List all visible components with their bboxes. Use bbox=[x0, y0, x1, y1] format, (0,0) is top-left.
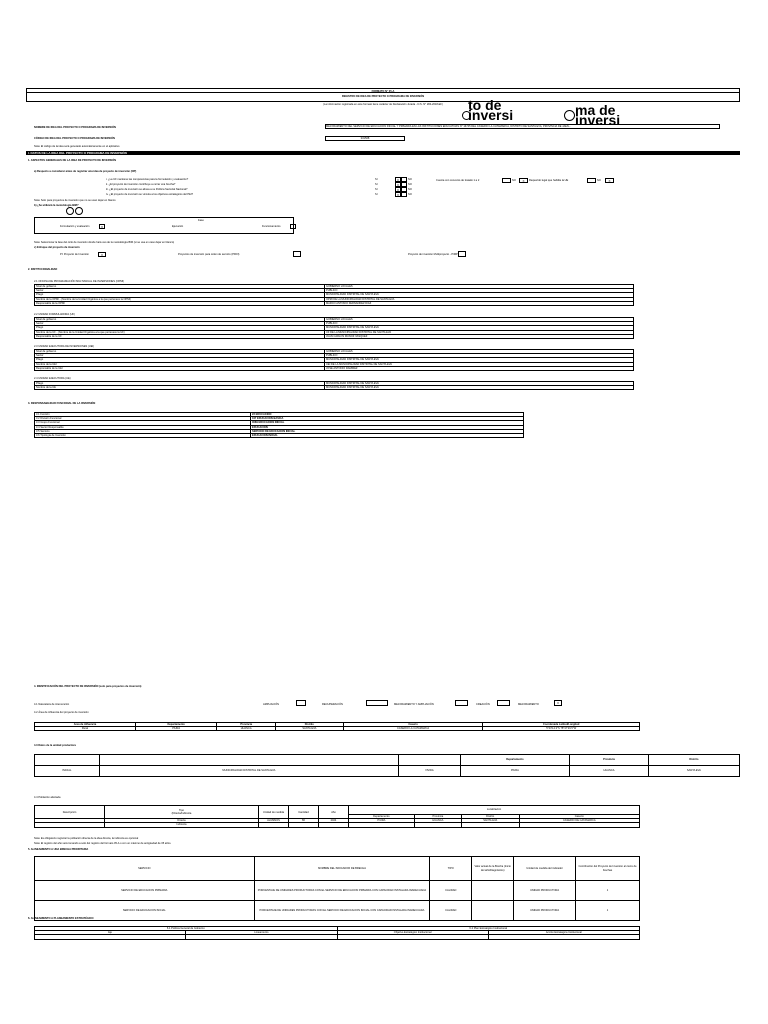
s6-cell-1 bbox=[35, 935, 186, 940]
pob-h-anio: Año bbox=[319, 806, 349, 819]
uei-value: JOSE ANTONIO RAMIREZ bbox=[325, 366, 634, 370]
brecha-cell: UNIDAD PRODUCTORA bbox=[514, 901, 576, 921]
uei-label: Responsable de la UEI bbox=[35, 366, 325, 370]
brecha-cell: SERVICIO DE EDUCACION INICIAL bbox=[35, 901, 255, 921]
brecha-header: SERVICIO bbox=[35, 857, 255, 881]
ue-title: 2.4 UNIDAD EJECUTORA (UE) bbox=[34, 377, 71, 380]
nombre-value: MEJORAMIENTO DEL SERVICIO DE EDUCACION INICIAL Y PRIMARIA EN LAS INSTITUCIONES EDUCATIVAS N° 16745 DEL CASERIO LA CATAMARCA, DISTRITO DE SANTA EVA, PROVINCIA DE JAEN... bbox=[326, 125, 571, 128]
uf-label: Nombre de la UF - (Nombre de la Unidad Orgánica a la que pertenece la UF) bbox=[35, 330, 325, 334]
opmi-label: Nivel de gobierno bbox=[35, 285, 325, 289]
funcional-label: 3.3 Grupo Funcional bbox=[35, 421, 251, 425]
ue-value: MUNICIPALIDAD DISTRITAL DE SANTA EVA bbox=[325, 382, 634, 386]
pob-h-desc: Descripción bbox=[35, 806, 105, 819]
area-header: Departamento bbox=[135, 723, 216, 727]
watermark-right-text: ma de inversi bbox=[575, 102, 621, 128]
section2-title: 2. INSTITUCIONALIDAD bbox=[28, 268, 58, 271]
pob-loc-header: Caserío bbox=[519, 815, 639, 819]
area-cell: SANTA EVA bbox=[275, 727, 343, 731]
fase-opt-1: Formulación y evaluación bbox=[60, 225, 90, 228]
pob-h-tipo: Tipo (Directa/Indirecta bbox=[105, 806, 259, 819]
brecha-header: Contribución del Proyecto de Inversión al cierre de brechas bbox=[576, 857, 640, 881]
unidad-header: Departamento bbox=[460, 755, 569, 766]
bim-circle-2[interactable] bbox=[75, 207, 83, 215]
brecha-cell: 1 bbox=[576, 881, 640, 901]
area-label: 4.2 Área de influencia del proyecto de inversión bbox=[34, 711, 89, 714]
uei-row bbox=[35, 366, 634, 370]
uf-value: GOBIERNO LOCALES bbox=[325, 318, 634, 322]
brecha-cell: 1 bbox=[576, 901, 640, 921]
uf-label: Responsable de la UF bbox=[35, 334, 325, 338]
brecha-cell bbox=[472, 901, 514, 921]
section1-bar-text: I. DATOS DE LA IDEA DEL PROYECTO O PROGRAMA DE INVERSIÓN bbox=[28, 151, 127, 155]
nat-opt-2: RECUPERACIÓN bbox=[322, 703, 343, 706]
s6-cell-3 bbox=[337, 935, 488, 940]
question-1: i. ¿La UF mantiene las competencias para la formulación y evaluación? bbox=[106, 178, 189, 181]
pob-loc-header: Departamento bbox=[349, 815, 415, 819]
formato-text: FORMATO N° 05-A bbox=[371, 90, 395, 93]
uf-label: Pliego bbox=[35, 326, 325, 330]
pob-h-loc: Localización bbox=[349, 806, 640, 815]
fase-opt-2: Ejecución bbox=[172, 225, 184, 228]
nota-a: Nota: Solo para proyectos de inversión que no se usan dejar en blanco bbox=[34, 199, 116, 202]
right-q1-label: Cuenta con convenio de tratado 1 a 2 bbox=[436, 179, 480, 182]
poblacion-label: 4.4 Población afectada bbox=[34, 796, 61, 799]
pob-h-cantidad: Cantidad bbox=[289, 806, 319, 819]
area-cell: 5°43'14.3"S 78°47'29.5"W bbox=[483, 727, 640, 731]
form-title-text: REGISTRO DE IDEA DE PROYECTO O PROGRAMA DE INVERSIÓN bbox=[341, 95, 425, 98]
section1-sub-b: b) ¿Se utilizará la metodología BIM? bbox=[34, 204, 79, 207]
pob-nota-2: Nota: El registro del año será tomando a solo del registro del formato 05-A o con un máximo de antigüedad de 05 años. bbox=[34, 842, 172, 845]
right-q2-no-box[interactable] bbox=[605, 178, 614, 183]
right-q2-si[interactable] bbox=[587, 178, 596, 183]
pob-cell bbox=[289, 823, 319, 827]
opmi-table bbox=[34, 284, 634, 306]
pob-cell bbox=[259, 823, 289, 827]
uei-value: PUBLICO bbox=[325, 354, 634, 358]
fase-mark-1: X bbox=[100, 225, 103, 229]
enfoque-opt-2: Proyectos de inversión para orden de servicio (PROI) bbox=[178, 253, 240, 256]
nota-b: Nota: Seleccionar la fase del ciclo de inversión donde hará uso de la metodología BIM (sí se usa en caso dejar en blanco) bbox=[34, 241, 175, 244]
uf-value: JUAN CARLOS MUÑOZ VASQUEZ bbox=[325, 334, 634, 338]
fase-checkbox-3[interactable] bbox=[290, 224, 296, 229]
unidad-label: 4.3 Datos de la unidad productora bbox=[34, 744, 76, 747]
funcional-table bbox=[34, 412, 524, 438]
nat-mark-5: X bbox=[556, 701, 559, 705]
pob-cell: Directa bbox=[105, 819, 259, 823]
opmi-value: MUNICIPALIDAD DISTRITAL DE SANTA EVA bbox=[325, 293, 634, 297]
funcional-value: 047 EDUCACION BASICA bbox=[251, 417, 524, 421]
brecha-row bbox=[35, 901, 640, 921]
section5-title: 5. ALINEAMIENTO A UNA BRECHA PRIORITARIA bbox=[28, 848, 89, 851]
s6-sub-header: Acción Estratégica Institucional bbox=[488, 931, 639, 935]
brecha-cell: SERVICIO DE EDUCACION PRIMARIA bbox=[35, 881, 255, 901]
no-label-4: NO bbox=[408, 193, 412, 196]
pob-cell bbox=[349, 823, 415, 827]
si-mark-1: X bbox=[396, 178, 399, 182]
section1-sub-a: a) Respecto a considerar antes de registrar una idea de proyecto de inversión (OP) bbox=[34, 170, 137, 173]
unidad-cell: SANTA EVA bbox=[648, 766, 739, 777]
uei-value: GOBIERNO LOCALES bbox=[325, 350, 634, 354]
section1-bar bbox=[26, 151, 740, 155]
fase-opt-3: Funcionamiento bbox=[262, 225, 281, 228]
opmi-title: 2.1 OFICINA DE PROGRAMACIÓN MULTIANUAL DE INVERSIONES (OPMI) bbox=[34, 280, 125, 283]
pob-cell: HUANCA bbox=[414, 819, 461, 823]
s6-sub-header: Objetivo Estratégico Institucional bbox=[337, 931, 488, 935]
uei-label: Sector bbox=[35, 354, 325, 358]
si-label-3: SI bbox=[375, 188, 378, 191]
funcional-value: 22 EDUCACION bbox=[251, 413, 524, 417]
uf-value: UF DE LA MUNICIPALIDAD DISTRITAL DE SANTA EVA bbox=[325, 330, 634, 334]
right-q2-mark: X bbox=[608, 179, 611, 183]
no-label-1: NO bbox=[408, 178, 412, 181]
funcional-label: 3.6 Tipología de Inversión bbox=[35, 434, 251, 438]
unidad-header bbox=[35, 755, 100, 766]
uf-value: MUNICIPALIDAD DISTRITAL DE SANTA EVA bbox=[325, 326, 634, 330]
nombre-field[interactable] bbox=[325, 124, 720, 129]
uei-label: Nombre de la UEI bbox=[35, 362, 325, 366]
fase-label: Fase bbox=[198, 219, 204, 222]
codigo-nota: Nota: El código de la idea será generado automáticamente en el aplicativo bbox=[34, 145, 120, 148]
area-cell: PIURA bbox=[135, 727, 216, 731]
funcional-label: 3.4 Sector Responsable bbox=[35, 425, 251, 429]
brecha-table bbox=[34, 856, 640, 921]
unidad-header: Distrito bbox=[648, 755, 739, 766]
nat-checkbox-1[interactable] bbox=[296, 700, 306, 706]
area-table bbox=[34, 722, 640, 731]
nat-opt-5: MEJORAMIENTO bbox=[518, 703, 539, 706]
question-2: ii. ¿El proyecto de inversión contribuye a cerrar una brecha? bbox=[106, 183, 176, 186]
poblacion-table bbox=[34, 805, 640, 828]
bim-circle-1[interactable] bbox=[66, 207, 74, 215]
s6-sub-header: Eje bbox=[35, 931, 186, 935]
s6-h-right: 6.2 Plan Estratégico Institucional bbox=[337, 927, 640, 931]
right-q2-no: NO bbox=[597, 179, 601, 182]
funcional-value: EDUCACION INICIAL bbox=[251, 434, 524, 438]
unidad-cell: INICIAL bbox=[35, 766, 100, 777]
funcional-value: EDUCACION bbox=[251, 425, 524, 429]
unidad-cell: MUNICIPALIDAD DISTRITAL DE SANTA EVA bbox=[99, 766, 398, 777]
opmi-value: PUBLICO bbox=[325, 289, 634, 293]
brecha-cell: CALIDAD bbox=[430, 901, 472, 921]
funcional-label: 3.5 Servicio bbox=[35, 429, 251, 433]
enfoque-checkbox-2[interactable] bbox=[293, 251, 301, 257]
uf-value: PUBLICO bbox=[325, 322, 634, 326]
question-3: iii. ¿El proyecto de inversión se alinea a su Política Sectorial Nacional? bbox=[106, 188, 188, 191]
form-title bbox=[26, 92, 740, 102]
si-label-1: SI bbox=[375, 178, 378, 181]
enfoque-checkbox-1[interactable] bbox=[98, 252, 106, 257]
section3-title: 3. RESPONSABILIDAD FUNCIONAL DE LA INVERSIÓN bbox=[28, 402, 96, 405]
brecha-cell: CALIDAD bbox=[430, 881, 472, 901]
section1-title: 1. ASPECTOS GENERALES DE LA IDEA DE PROYECTO DE INVERSIÓN bbox=[28, 159, 116, 162]
nat-checkbox-2[interactable] bbox=[366, 700, 388, 706]
planeamiento-table bbox=[34, 926, 640, 940]
unidad-header bbox=[399, 755, 461, 766]
brecha-cell bbox=[472, 881, 514, 901]
brecha-header: TIPO bbox=[430, 857, 472, 881]
opmi-value: MARCO ANTONIO FERNANDEZ DIAZ bbox=[325, 301, 634, 305]
funcional-value: SERVICIO DE EDUCACION INICIAL bbox=[251, 429, 524, 433]
uei-title: 2.3 UNIDAD EJECUTORA DE INVERSIONES (UEI) bbox=[34, 345, 95, 348]
funcional-value: 0089 EDUCACION INICIAL bbox=[251, 421, 524, 425]
opmi-row bbox=[35, 301, 634, 305]
uei-label: Pliego bbox=[35, 358, 325, 362]
no-checkbox-4[interactable] bbox=[401, 192, 407, 197]
unidad-cell: HUANCA bbox=[570, 766, 649, 777]
pob-cell bbox=[414, 823, 461, 827]
fase-checkbox-1[interactable] bbox=[99, 224, 105, 229]
opmi-label: Nombre de la OPMI - (Nombre de la Unidad Orgánica a la que pertenece la OPMI) bbox=[35, 297, 325, 301]
brecha-header: Unidad de medida del indicador bbox=[514, 857, 576, 881]
funcional-label: 3.2 División Funcional bbox=[35, 417, 251, 421]
area-header: Coordenada Latitud/Longitud bbox=[483, 723, 640, 727]
s6-cell-2 bbox=[186, 935, 337, 940]
uf-row bbox=[35, 334, 634, 338]
area-header: Provincia bbox=[217, 723, 276, 727]
brecha-cell: PORCENTAJE DE UNIDADES PRODUCTORAS CON EL SERVICIO DE EDUCACION INICIAL CON CAPACIDAD INSTALADA INADECUADA bbox=[254, 901, 430, 921]
pob-cell: 80 bbox=[289, 819, 319, 823]
brecha-row bbox=[35, 881, 640, 901]
uei-table bbox=[34, 349, 634, 371]
si-mark-4: X bbox=[396, 193, 399, 197]
area-cell: HUANCA bbox=[217, 727, 276, 731]
si-mark-3: X bbox=[396, 188, 399, 192]
circle-right bbox=[564, 110, 575, 121]
right-q1-si[interactable] bbox=[502, 178, 511, 183]
s6-sub-header: Lineamiento bbox=[186, 931, 337, 935]
nat-checkbox-5[interactable] bbox=[554, 700, 562, 706]
pob-cell: ALUMNOS bbox=[259, 819, 289, 823]
question-4: iv. ¿El proyecto de inversión se vincula a los objetivos estratégicos del PEI? bbox=[106, 193, 194, 196]
pob-cell: Indirecta bbox=[105, 823, 259, 827]
unidad-table bbox=[34, 754, 740, 777]
right-q1-mark: X bbox=[522, 179, 525, 183]
uf-table bbox=[34, 317, 634, 339]
nat-checkbox-4[interactable] bbox=[497, 700, 510, 706]
enfoque-opt-1: PI: Proyecto de Inversión bbox=[60, 253, 89, 256]
unidad-header bbox=[99, 755, 398, 766]
area-header: Área de influencia bbox=[35, 723, 136, 727]
nat-checkbox-3[interactable] bbox=[455, 700, 468, 706]
brecha-header: NOMBRE DEL INDICADOR DE BRECHA bbox=[254, 857, 430, 881]
si-mark-2: X bbox=[396, 183, 399, 187]
right-q2-label: Requerido legal que habilite la UE bbox=[529, 179, 569, 182]
opmi-label: Pliego bbox=[35, 293, 325, 297]
funcional-row bbox=[35, 434, 524, 438]
watermark-right bbox=[575, 102, 621, 128]
uei-value: MUNICIPALIDAD DISTRITAL DE SANTA EVA bbox=[325, 358, 634, 362]
area-header: Distrito bbox=[275, 723, 343, 727]
opmi-label: Sector bbox=[35, 289, 325, 293]
codigo-field[interactable] bbox=[325, 136, 405, 141]
enfoque-mark-1: X bbox=[100, 253, 103, 257]
right-q1-no-box[interactable] bbox=[519, 178, 528, 183]
pob-loc-header: Provincia bbox=[414, 815, 461, 819]
uf-label: Nivel de gobierno bbox=[35, 318, 325, 322]
s6-h-left: 6.1 Política General de Gobierno bbox=[35, 927, 338, 931]
pob-cell bbox=[519, 823, 639, 827]
enfoque-checkbox-3[interactable] bbox=[458, 251, 466, 257]
opmi-value: GOBIERNO LOCALES bbox=[325, 285, 634, 289]
unidad-header: Provincia bbox=[570, 755, 649, 766]
si-label-4: SI bbox=[375, 193, 378, 196]
unidad-cell: VIVIDA bbox=[399, 766, 461, 777]
pob-nota-1: Nota: Es obligatorio registrar la población directa de la idea directa, la indirecta es opcional bbox=[34, 837, 139, 840]
watermark-left-text: to de inversi bbox=[468, 97, 514, 123]
pob-cell bbox=[35, 823, 105, 827]
pob-cell bbox=[461, 823, 519, 827]
uf-title: 2.2 UNIDAD FORMULADORA (UF) bbox=[34, 313, 75, 316]
opmi-value: OPMI DE LA MUNICIPALIDAD DISTRITAL DE SANTA EVA bbox=[325, 297, 634, 301]
circle-left bbox=[462, 111, 471, 120]
area-cell: Rural bbox=[35, 727, 136, 731]
watermark-left bbox=[468, 97, 514, 123]
brecha-header: Valor actual de la Brecha (Inicio del año/Diagnóstico) bbox=[472, 857, 514, 881]
funcional-label: 3.1 Función bbox=[35, 413, 251, 417]
brecha-cell: PORCENTAJE DE UNIDADES PRODUCTORAS CON EL SERVICIO DE EDUCACION PRIMARIA CON CAPACIDAD INSTALADA INADECUADA bbox=[254, 881, 430, 901]
right-q1-no: NO bbox=[512, 179, 516, 182]
nat-opt-1: AMPLIACIÓN bbox=[263, 703, 279, 706]
form-note: (La información registrada en este formato tiene carácter de Declaración Jurada - D.S. N° 284-2018-EF) bbox=[323, 103, 443, 106]
s6-cell-4 bbox=[488, 935, 639, 940]
pob-cell: SANTA EVA bbox=[461, 819, 519, 823]
ue-value: MUNICIPALIDAD DISTRITAL DE SANTA EVA bbox=[325, 386, 634, 390]
uf-label: Sector bbox=[35, 322, 325, 326]
pob-loc-header: Distrito bbox=[461, 815, 519, 819]
section1-sub-c: c) Enfoque del proyecto de inversión bbox=[34, 246, 80, 249]
unidad-cell: PIURA bbox=[460, 766, 569, 777]
naturaleza-label: 4.1 Naturaleza de intervención bbox=[34, 703, 70, 706]
ue-label: Pliego bbox=[35, 382, 325, 386]
si-label-2: SI bbox=[375, 183, 378, 186]
no-label-3: NO bbox=[408, 188, 412, 191]
opmi-label: Responsable de la OPMI bbox=[35, 301, 325, 305]
ue-label: Nombre de la UE bbox=[35, 386, 325, 390]
uei-value: UEI DE LA MUNICIPALIDAD DISTRITAL DE SANTA EVA bbox=[325, 362, 634, 366]
nombre-label: NOMBRE DE IDEA DEL PROYECTO O PROGRAMA DE INVERSIÓN bbox=[34, 126, 116, 129]
nat-opt-4: CREACIÓN bbox=[476, 703, 490, 706]
section4-title: 4. IDENTIFICACIÓN DEL PROYECTO DE INVERSIÓN (solo para proyectos de inversión) bbox=[34, 685, 142, 688]
uei-label: Nivel de gobierno bbox=[35, 350, 325, 354]
ue-row bbox=[35, 386, 634, 390]
pob-h-unidad: Unidad de medida bbox=[259, 806, 289, 819]
area-header: Caserío bbox=[343, 723, 483, 727]
area-cell: CASERÍO LA CATAMARCA bbox=[343, 727, 483, 731]
codigo-value: 331568 bbox=[360, 137, 370, 140]
section6-title: 6. ALINEAMIENTO A PLANEAMIENTO ESTRATÉGICO bbox=[28, 917, 94, 920]
pob-cell: CASERÍO DE CATAMARCA bbox=[519, 819, 639, 823]
nat-opt-3: MEJORAMIENTO Y AMPLIACIÓN bbox=[394, 703, 434, 706]
ue-table bbox=[34, 381, 634, 390]
no-label-2: NO bbox=[408, 183, 412, 186]
pob-cell: 2024 bbox=[319, 819, 349, 823]
pob-cell: PIURA bbox=[349, 819, 415, 823]
codigo-label: CÓDIGO DE IDEA DEL PROYECTO O PROGRAMA DE INVERSIÓN bbox=[34, 137, 115, 140]
brecha-cell: UNIDAD PRODUCTORA bbox=[514, 881, 576, 901]
enfoque-opt-3: Proyecto de inversión Multiproyecto - PIMP bbox=[408, 253, 458, 256]
pob-cell bbox=[319, 823, 349, 827]
pob-row bbox=[35, 823, 640, 827]
